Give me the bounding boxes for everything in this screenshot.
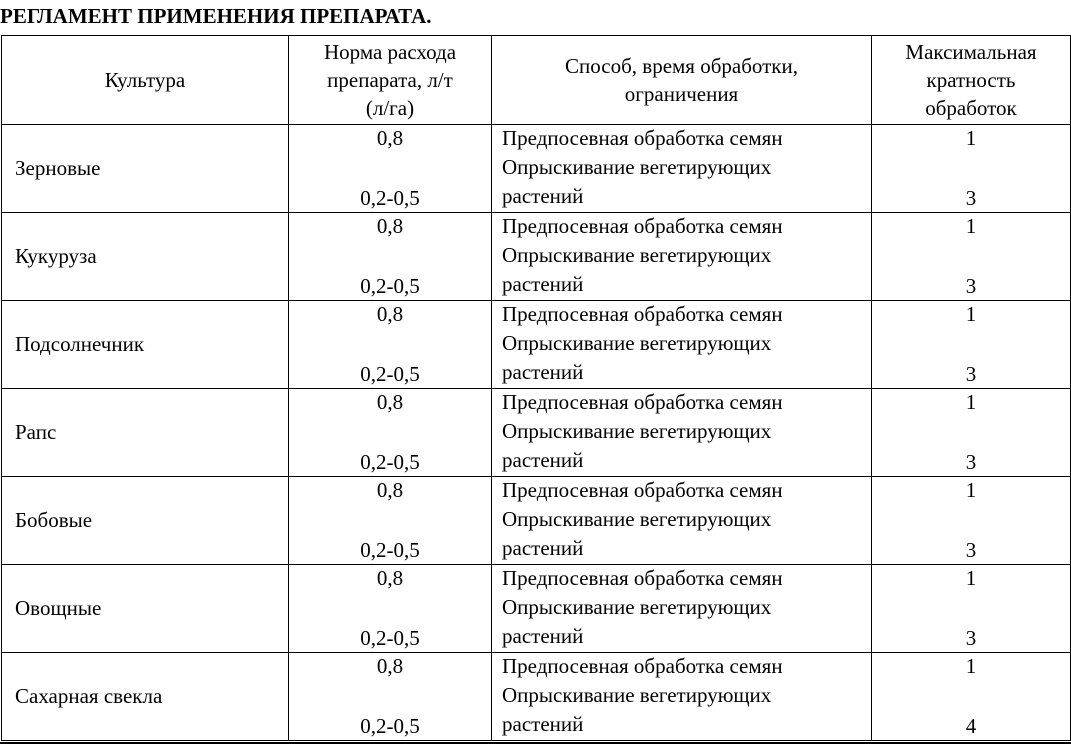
method-spray-cont: растений bbox=[502, 448, 584, 472]
culture-cell bbox=[2, 213, 289, 301]
rate-spray: 0,2-0,5 bbox=[360, 626, 420, 650]
rate-spray: 0,2-0,5 bbox=[360, 450, 420, 474]
header-rate-line: препарата, л/т bbox=[327, 68, 453, 92]
rate-spray: 0,2-0,5 bbox=[360, 274, 420, 298]
method-spray: Опрыскивание вегетирующих bbox=[502, 243, 772, 267]
table-row bbox=[2, 477, 1071, 565]
method-cell bbox=[492, 477, 872, 565]
mult-spray: 3 bbox=[965, 362, 977, 386]
multiplicity-cell bbox=[872, 389, 1071, 477]
method-seed: Предпосевная обработка семян bbox=[502, 390, 783, 414]
rate-seed: 0,8 bbox=[376, 390, 404, 414]
method-spray: Опрыскивание вегетирующих bbox=[502, 155, 772, 179]
multiplicity-cell bbox=[872, 653, 1071, 741]
rate-seed: 0,8 bbox=[376, 302, 404, 326]
method-cell bbox=[492, 301, 872, 389]
method-spray-cont: растений bbox=[502, 184, 584, 208]
header-rate-line: Норма расхода bbox=[323, 40, 457, 64]
table-row bbox=[2, 389, 1071, 477]
header-method-line: Способ, время обработки, bbox=[565, 54, 798, 78]
rate-seed: 0,8 bbox=[376, 566, 404, 590]
method-spray: Опрыскивание вегетирующих bbox=[502, 507, 772, 531]
header-method-line: ограничения bbox=[624, 82, 739, 106]
culture-name: Кукуруза bbox=[15, 244, 97, 268]
culture-name: Бобовые bbox=[15, 508, 93, 532]
rate-cell bbox=[289, 389, 492, 477]
mult-spray: 3 bbox=[965, 538, 977, 562]
header-rate bbox=[289, 36, 492, 125]
method-spray-cont: растений bbox=[502, 624, 584, 648]
mult-spray: 3 bbox=[965, 186, 977, 210]
multiplicity-cell bbox=[872, 565, 1071, 653]
culture-name: Овощные bbox=[15, 596, 102, 620]
mult-seed: 1 bbox=[965, 126, 977, 150]
method-spray-cont: растений bbox=[502, 360, 584, 384]
method-spray-cont: растений bbox=[502, 272, 584, 296]
table-row bbox=[2, 301, 1071, 389]
rate-spray: 0,2-0,5 bbox=[360, 714, 420, 738]
method-seed: Предпосевная обработка семян bbox=[502, 478, 783, 502]
method-spray-cont: растений bbox=[502, 536, 584, 560]
header-multiplicity-line: кратность bbox=[926, 68, 1016, 92]
multiplicity-cell bbox=[872, 301, 1071, 389]
mult-spray: 3 bbox=[965, 626, 977, 650]
table-row bbox=[2, 565, 1071, 653]
bottom-rule bbox=[0, 742, 1071, 744]
mult-spray: 4 bbox=[965, 714, 977, 738]
mult-spray: 3 bbox=[965, 450, 977, 474]
method-seed: Предпосевная обработка семян bbox=[502, 302, 783, 326]
rate-seed: 0,8 bbox=[376, 126, 404, 150]
header-multiplicity-line: Максимальная bbox=[905, 40, 1037, 64]
header-multiplicity bbox=[872, 36, 1071, 125]
mult-seed: 1 bbox=[965, 390, 977, 414]
document-title: РЕГЛАМЕНТ ПРИМЕНЕНИЯ ПРЕПАРАТА. bbox=[0, 4, 432, 28]
rate-seed: 0,8 bbox=[376, 654, 404, 678]
culture-name: Зерновые bbox=[15, 156, 101, 180]
mult-seed: 1 bbox=[965, 302, 977, 326]
rate-cell bbox=[289, 125, 492, 213]
culture-cell bbox=[2, 477, 289, 565]
rate-spray: 0,2-0,5 bbox=[360, 186, 420, 210]
culture-name: Рапс bbox=[15, 420, 57, 444]
mult-spray: 3 bbox=[965, 274, 977, 298]
rate-cell bbox=[289, 477, 492, 565]
rate-seed: 0,8 bbox=[376, 478, 404, 502]
table-header-row bbox=[2, 36, 1071, 125]
culture-cell bbox=[2, 125, 289, 213]
table-row bbox=[2, 653, 1071, 741]
method-seed: Предпосевная обработка семян bbox=[502, 126, 783, 150]
header-rate-line: (л/га) bbox=[365, 96, 415, 120]
rate-cell bbox=[289, 301, 492, 389]
method-spray: Опрыскивание вегетирующих bbox=[502, 683, 772, 707]
method-seed: Предпосевная обработка семян bbox=[502, 654, 783, 678]
method-spray-cont: растений bbox=[502, 712, 584, 736]
method-spray: Опрыскивание вегетирующих bbox=[502, 595, 772, 619]
culture-cell bbox=[2, 565, 289, 653]
culture-cell bbox=[2, 653, 289, 741]
regulation-table bbox=[1, 35, 1071, 741]
method-cell bbox=[492, 213, 872, 301]
multiplicity-cell bbox=[872, 125, 1071, 213]
mult-seed: 1 bbox=[965, 566, 977, 590]
culture-name: Подсолнечник bbox=[15, 332, 145, 356]
header-method bbox=[492, 36, 872, 125]
header-culture: Культура bbox=[2, 36, 289, 125]
method-seed: Предпосевная обработка семян bbox=[502, 566, 783, 590]
method-spray: Опрыскивание вегетирующих bbox=[502, 331, 772, 355]
method-cell bbox=[492, 565, 872, 653]
rate-cell bbox=[289, 653, 492, 741]
rate-seed: 0,8 bbox=[376, 214, 404, 238]
multiplicity-cell bbox=[872, 213, 1071, 301]
method-spray: Опрыскивание вегетирующих bbox=[502, 419, 772, 443]
mult-seed: 1 bbox=[965, 214, 977, 238]
table-row bbox=[2, 125, 1071, 213]
method-cell bbox=[492, 653, 872, 741]
rate-cell bbox=[289, 213, 492, 301]
mult-seed: 1 bbox=[965, 478, 977, 502]
culture-name: Сахарная свекла bbox=[15, 684, 163, 708]
header-multiplicity-line: обработок bbox=[925, 96, 1017, 120]
method-cell bbox=[492, 389, 872, 477]
rate-spray: 0,2-0,5 bbox=[360, 362, 420, 386]
culture-cell bbox=[2, 301, 289, 389]
method-seed: Предпосевная обработка семян bbox=[502, 214, 783, 238]
culture-cell bbox=[2, 389, 289, 477]
mult-seed: 1 bbox=[965, 654, 977, 678]
rate-spray: 0,2-0,5 bbox=[360, 538, 420, 562]
rate-cell bbox=[289, 565, 492, 653]
method-cell bbox=[492, 125, 872, 213]
table-row bbox=[2, 213, 1071, 301]
multiplicity-cell bbox=[872, 477, 1071, 565]
